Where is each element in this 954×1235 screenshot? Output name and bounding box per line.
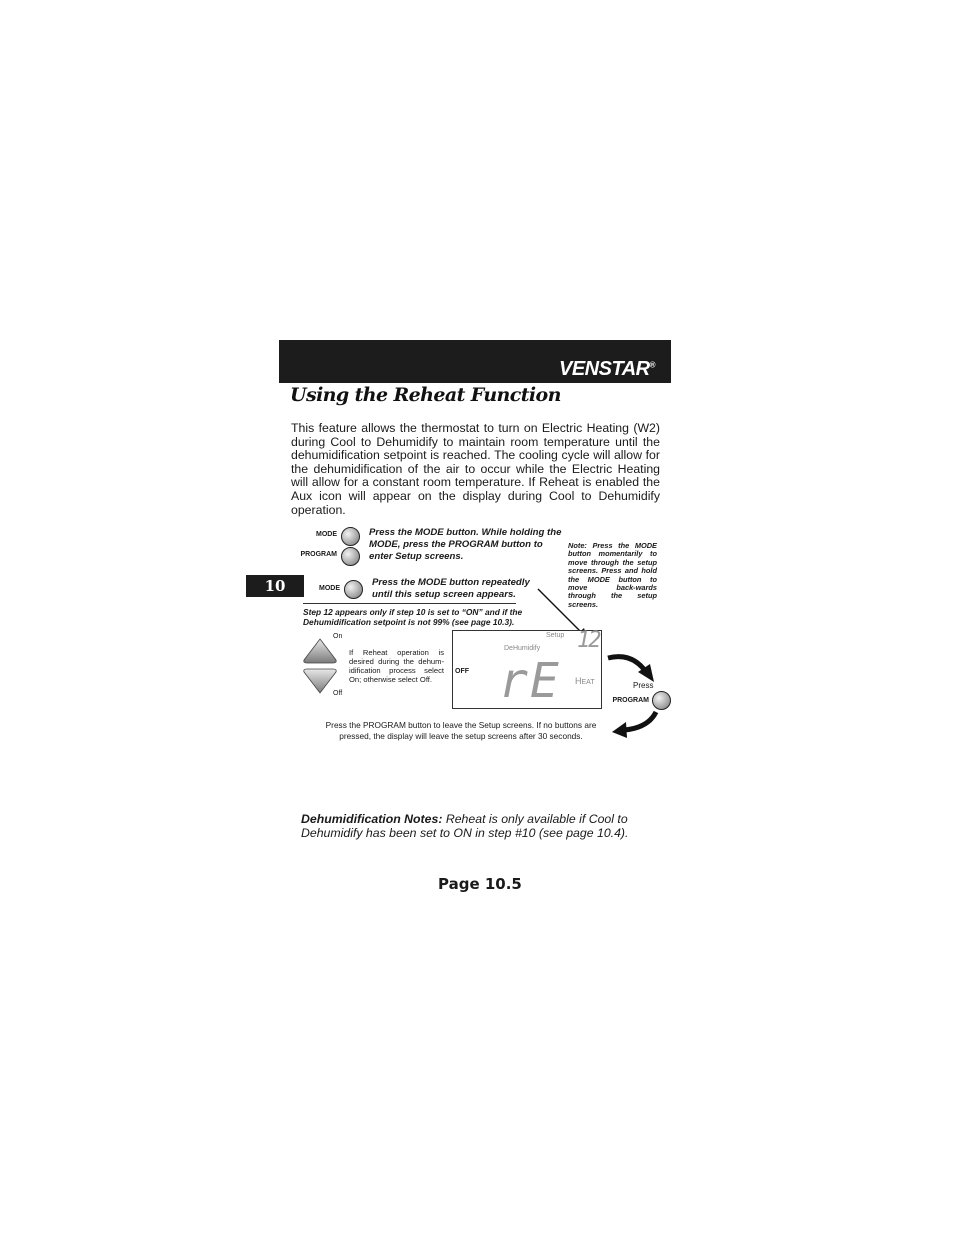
program-button[interactable] bbox=[341, 547, 360, 566]
page-title: Using the Reheat Function bbox=[290, 384, 561, 406]
mode-label: MODE bbox=[316, 531, 337, 538]
lcd-setup-label: Setup bbox=[546, 632, 565, 639]
dehumidification-notes: Dehumidification Notes: Reheat is only available if Cool to Dehumidify has been set to ON in step #10 (see page 10.4). bbox=[301, 812, 629, 840]
step-note: Step 12 appears only if step 10 is set to “ON” and if the Dehumidification setpoint is not 99% (see page 10.3). bbox=[303, 607, 523, 627]
divider bbox=[303, 603, 516, 604]
reheat-description: If Reheat operation is desired during the dehum-idification process select On; otherwise select Off. bbox=[349, 648, 444, 684]
lcd-dehumidify-label: DeHumidify bbox=[504, 645, 541, 652]
page-number: Page 10.5 bbox=[438, 875, 522, 893]
lcd-display bbox=[452, 630, 602, 709]
step2-instruction: Press the MODE button repeatedly until this setup screen appears. bbox=[372, 577, 530, 601]
step1-instruction: Press the MODE button. While holding the MODE, press the PROGRAM button to enter Setup screens. bbox=[369, 527, 562, 563]
header-bar bbox=[279, 340, 671, 383]
program-label-2: PROGRAM bbox=[612, 697, 649, 704]
lcd-heat-label: HEAT bbox=[575, 676, 595, 686]
venstar-logo: VENSTAR® bbox=[559, 358, 655, 380]
mode-label-2: MODE bbox=[319, 585, 340, 592]
lcd-off-label: OFF bbox=[455, 668, 469, 675]
down-arrow-button[interactable] bbox=[303, 668, 337, 694]
intro-paragraph: This feature allows the thermostat to turn on Electric Heating (W2) during Cool to Dehumidify to maintain room temperature until the dehumidification setpoint is reached. The cooling cycle will allow for the dehumidification of the air to occur while the Electric Heating will allow for a constant room temperature. If Reheat is enabled the Aux icon will appear on the display during Cool to Dehumidify operation. bbox=[291, 421, 660, 517]
off-label: Off bbox=[333, 690, 343, 697]
exit-description: Press the PROGRAM button to leave the Setup screens. If no buttons are pressed, the display will leave the setup screens after 30 seconds. bbox=[325, 720, 597, 741]
lcd-step-number: 12 bbox=[577, 628, 600, 653]
on-label: On bbox=[333, 633, 343, 640]
mode-button-2[interactable] bbox=[344, 580, 363, 599]
press-label: Press bbox=[633, 681, 654, 690]
up-arrow-button[interactable] bbox=[303, 638, 337, 664]
program-label: PROGRAM bbox=[300, 551, 337, 558]
mode-button[interactable] bbox=[341, 527, 360, 546]
lcd-code: rE bbox=[499, 653, 561, 709]
mode-note: Note: Press the MODE button momentarily to move through the setup screens. Press and hold the MODE button to move back-wards through the setup screens. bbox=[568, 541, 657, 609]
curved-arrow-bottom bbox=[610, 708, 660, 738]
chapter-tab: 10 bbox=[246, 575, 304, 597]
